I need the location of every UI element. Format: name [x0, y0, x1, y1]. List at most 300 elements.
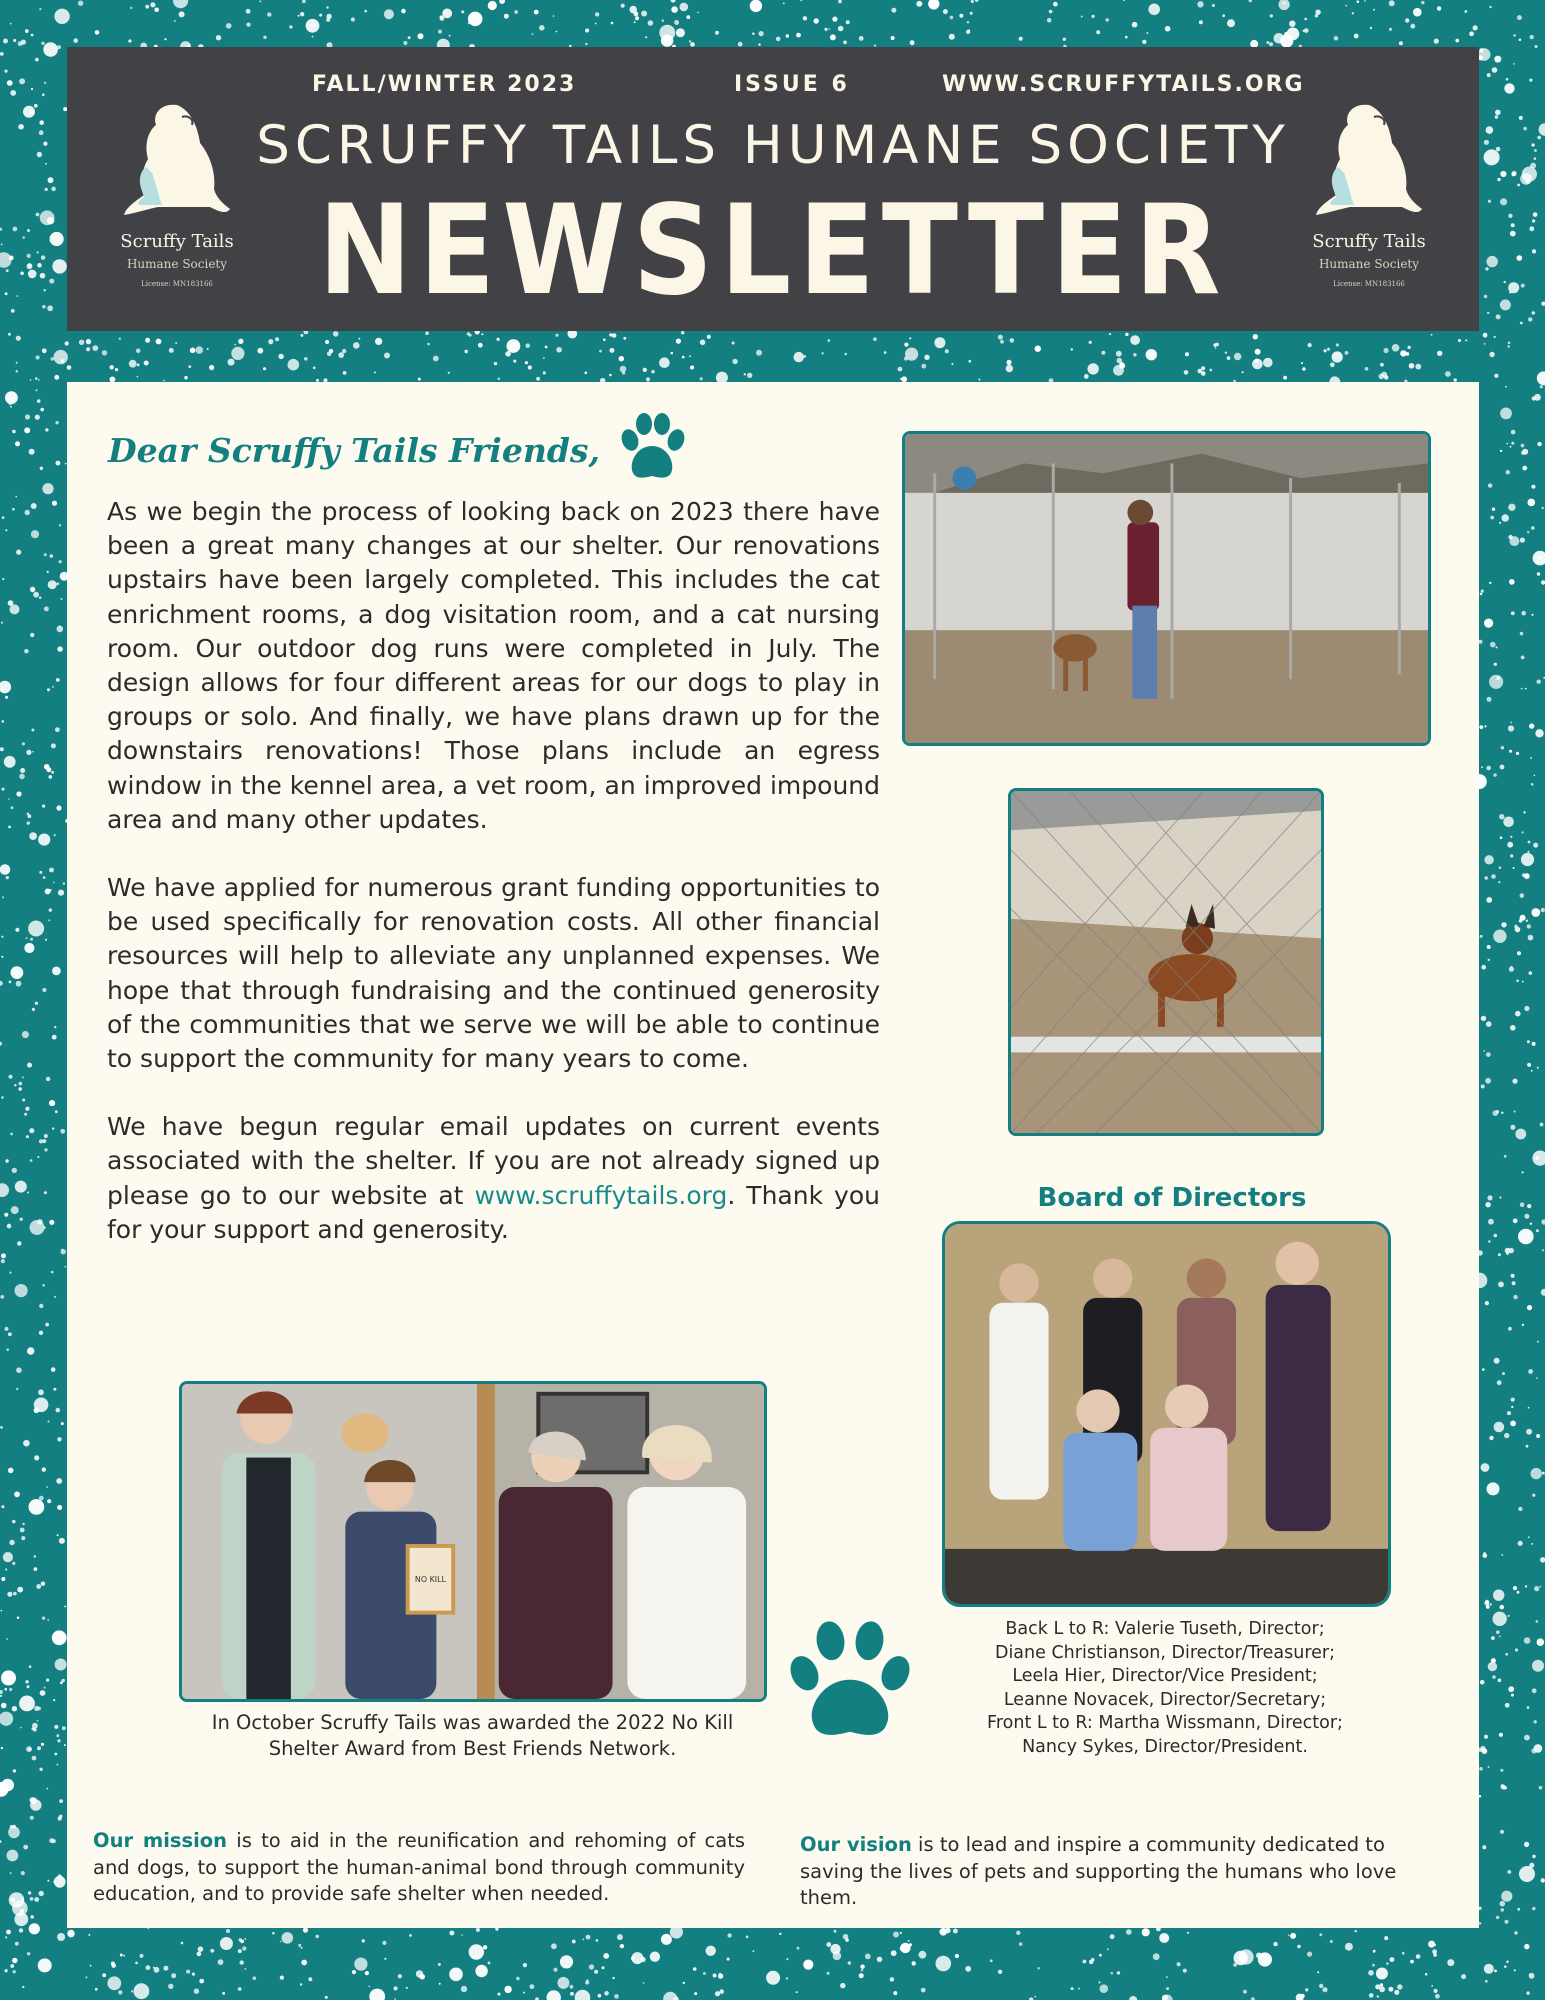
- board-of-directors-title: Board of Directors: [1037, 1183, 1307, 1213]
- snow-speck: [646, 377, 650, 381]
- snow-speck: [48, 580, 57, 589]
- snow-speck: [1297, 1945, 1301, 1949]
- snow-speck: [196, 346, 204, 354]
- snow-speck: [326, 14, 331, 19]
- snow-speck: [44, 606, 49, 611]
- snow-speck: [1148, 4, 1160, 16]
- snow-speck: [1513, 34, 1516, 37]
- snow-speck: [1528, 841, 1531, 844]
- snow-speck: [1508, 1615, 1510, 1617]
- snow-speck: [1527, 531, 1529, 533]
- snow-speck: [37, 251, 39, 253]
- snow-speck: [303, 1928, 308, 1933]
- snow-speck: [49, 868, 54, 873]
- snow-speck: [24, 943, 34, 953]
- snow-speck: [909, 337, 911, 339]
- snow-speck: [368, 1986, 370, 1988]
- snow-speck: [643, 1982, 645, 1984]
- snow-speck: [1535, 1156, 1539, 1160]
- snow-speck: [88, 1934, 90, 1936]
- snow-speck: [671, 352, 674, 355]
- snow-speck: [1488, 483, 1492, 487]
- snow-speck: [641, 11, 647, 17]
- snow-speck: [2, 720, 4, 722]
- snow-speck: [1409, 363, 1415, 369]
- snow-speck: [1513, 1295, 1517, 1299]
- snow-speck: [52, 501, 57, 506]
- snow-speck: [1528, 1369, 1533, 1374]
- snow-speck: [16, 370, 18, 372]
- snow-speck: [439, 1983, 441, 1985]
- snow-speck: [674, 20, 679, 25]
- snow-speck: [1484, 140, 1489, 145]
- snow-speck: [54, 834, 56, 836]
- snow-speck: [171, 1973, 176, 1978]
- snow-speck: [154, 8, 159, 13]
- snow-speck: [758, 43, 760, 45]
- logo-name: Scruffy Tails: [1312, 231, 1426, 252]
- organization-name: SCRUFFY TAILS HUMANE SOCIETY: [256, 115, 1290, 176]
- snow-speck: [865, 1954, 871, 1960]
- snow-speck: [1511, 172, 1515, 176]
- snow-speck: [1234, 1951, 1248, 1965]
- snow-speck: [0, 1610, 2, 1612]
- mission-statement: [93, 1828, 745, 1908]
- snow-speck: [29, 1665, 32, 1668]
- snow-speck: [1510, 722, 1512, 724]
- snow-speck: [1508, 282, 1519, 293]
- snow-speck: [47, 1880, 49, 1882]
- snow-speck: [19, 1696, 35, 1712]
- snow-speck: [1507, 1411, 1511, 1415]
- snow-speck: [848, 1961, 851, 1964]
- snow-speck: [1517, 951, 1521, 955]
- snow-speck: [1498, 881, 1500, 883]
- snow-speck: [834, 1930, 837, 1933]
- snow-speck: [79, 340, 84, 345]
- snow-speck: [5, 292, 8, 295]
- snow-speck: [438, 1963, 441, 1966]
- snow-speck: [676, 28, 685, 37]
- snow-speck: [1506, 443, 1508, 445]
- snow-speck: [27, 1685, 30, 1688]
- snow-speck: [943, 9, 948, 14]
- snow-speck: [174, 20, 176, 22]
- website-link[interactable]: WWW.SCRUFFYTAILS.ORG: [942, 72, 1305, 97]
- snow-speck: [44, 553, 47, 556]
- snow-speck: [10, 1825, 14, 1829]
- snow-speck: [21, 40, 26, 45]
- snow-speck: [35, 377, 37, 379]
- snow-speck: [1540, 1123, 1544, 1127]
- board-caption-line: Leela Hier, Director/Vice President;: [1012, 1666, 1318, 1686]
- snow-speck: [319, 14, 322, 17]
- snow-speck: [13, 1970, 16, 1973]
- snow-speck: [1352, 12, 1354, 14]
- snow-speck: [186, 1970, 190, 1974]
- snow-speck: [23, 1440, 30, 1447]
- snow-speck: [34, 104, 38, 108]
- snow-speck: [304, 357, 308, 361]
- snow-speck: [418, 378, 421, 381]
- snow-speck: [1537, 1067, 1539, 1069]
- snow-speck: [9, 402, 12, 405]
- snow-speck: [1517, 15, 1522, 20]
- snow-speck: [1253, 334, 1258, 339]
- snow-speck: [1355, 1930, 1357, 1932]
- snow-speck: [39, 1768, 42, 1771]
- snow-speck: [1107, 1948, 1109, 1950]
- snow-speck: [1222, 14, 1225, 17]
- snow-speck: [30, 1220, 45, 1235]
- snow-speck: [253, 1976, 257, 1980]
- snow-speck: [48, 177, 54, 183]
- snow-speck: [1522, 466, 1527, 471]
- snow-speck: [27, 1952, 30, 1955]
- snow-speck: [752, 33, 754, 35]
- snow-speck: [1494, 1422, 1505, 1433]
- snow-speck: [1529, 971, 1532, 974]
- snow-speck: [442, 9, 452, 19]
- snow-speck: [1053, 2, 1058, 7]
- snow-speck: [707, 335, 711, 339]
- snow-speck: [648, 20, 654, 26]
- snow-speck: [163, 1966, 168, 1971]
- snow-speck: [1524, 1842, 1529, 1847]
- snow-speck: [27, 821, 30, 824]
- snow-speck: [1019, 37, 1023, 41]
- snow-speck: [47, 305, 53, 311]
- snow-speck: [1111, 1972, 1113, 1974]
- snow-speck: [111, 1963, 116, 1968]
- snow-speck: [37, 1707, 41, 1711]
- snow-speck: [11, 1206, 19, 1214]
- snow-speck: [1508, 214, 1512, 218]
- snow-speck: [15, 928, 19, 932]
- snow-speck: [715, 31, 719, 35]
- snow-speck: [57, 1739, 60, 1742]
- snow-speck: [1334, 36, 1339, 41]
- snow-speck: [65, 341, 69, 345]
- snow-speck: [1491, 1636, 1495, 1640]
- snow-speck: [1255, 349, 1261, 355]
- snow-speck: [1511, 1694, 1514, 1697]
- snow-speck: [1521, 853, 1534, 866]
- snow-speck: [12, 1520, 15, 1523]
- snow-speck: [1117, 358, 1123, 364]
- snow-speck: [1481, 1016, 1486, 1021]
- snow-speck: [543, 357, 545, 359]
- snow-speck: [6, 1850, 18, 1862]
- snow-speck: [1486, 897, 1492, 903]
- snow-speck: [1499, 1636, 1501, 1638]
- snow-speck: [1537, 1341, 1539, 1343]
- snow-speck: [51, 187, 56, 192]
- snow-speck: [1510, 966, 1512, 968]
- snow-speck: [1063, 38, 1066, 41]
- snow-speck: [651, 370, 654, 373]
- snow-speck: [1500, 836, 1503, 839]
- snow-speck: [175, 342, 177, 344]
- letter-body: [107, 495, 880, 1281]
- snow-speck: [25, 414, 30, 419]
- snow-speck: [2, 516, 5, 519]
- snow-speck: [978, 378, 980, 380]
- snow-speck: [102, 1973, 106, 1977]
- snow-speck: [43, 1227, 45, 1229]
- snow-speck: [64, 1606, 66, 1608]
- snow-speck: [1505, 1703, 1510, 1708]
- snow-speck: [719, 1973, 721, 1975]
- snow-speck: [1496, 1630, 1500, 1634]
- snow-speck: [1510, 1025, 1516, 1031]
- snow-speck: [0, 1426, 3, 1429]
- snow-speck: [1532, 1907, 1535, 1910]
- snow-speck: [86, 347, 90, 351]
- snow-speck: [1494, 1970, 1497, 1973]
- snow-speck: [598, 1994, 602, 1998]
- snow-speck: [37, 263, 42, 268]
- snow-speck: [12, 1958, 17, 1963]
- snow-speck: [1481, 1463, 1490, 1472]
- snow-speck: [465, 350, 468, 353]
- snow-speck: [1531, 485, 1535, 489]
- snow-speck: [461, 10, 464, 13]
- snow-speck: [364, 10, 367, 13]
- snow-speck: [800, 0, 802, 1]
- snow-speck: [45, 163, 47, 165]
- snow-speck: [898, 367, 903, 372]
- snow-speck: [57, 1437, 61, 1441]
- snow-speck: [1201, 371, 1206, 376]
- snow-speck: [54, 1725, 58, 1729]
- website-inline-link[interactable]: www.scruffytails.org: [474, 1180, 728, 1210]
- dog-cat-logo-icon: [122, 97, 232, 227]
- snow-speck: [1501, 514, 1509, 522]
- snow-speck: [523, 1963, 527, 1967]
- snow-speck: [1397, 1984, 1402, 1989]
- snow-speck: [1539, 1786, 1543, 1790]
- snow-speck: [602, 1966, 605, 1969]
- snow-speck: [900, 378, 902, 380]
- snow-speck: [34, 1567, 38, 1571]
- snow-speck: [840, 1983, 845, 1988]
- snow-speck: [1165, 26, 1171, 32]
- snow-speck: [1389, 0, 1395, 6]
- snow-speck: [494, 362, 497, 365]
- snow-speck: [238, 1949, 242, 1953]
- snow-speck: [1225, 352, 1227, 354]
- snow-speck: [859, 36, 864, 41]
- mission-text: is to aid in the reunification and rehoming of cats and dogs, to support the human-animal bond through community education, and to provide safe shelter when needed.: [93, 1829, 746, 1905]
- snow-speck: [29, 1748, 32, 1751]
- snow-speck: [1528, 499, 1536, 507]
- snow-speck: [1484, 1735, 1488, 1739]
- snow-speck: [1373, 9, 1375, 11]
- snow-speck: [1511, 611, 1515, 615]
- snow-speck: [1485, 876, 1488, 879]
- snow-speck: [1486, 766, 1491, 771]
- snow-speck: [51, 357, 54, 360]
- snow-speck: [1301, 1994, 1305, 1998]
- snow-speck: [57, 1534, 59, 1536]
- board-caption: [940, 1618, 1390, 1759]
- snow-speck: [1049, 10, 1053, 14]
- snow-speck: [0, 864, 10, 875]
- snow-speck: [1369, 1993, 1374, 1998]
- snow-speck: [1242, 371, 1244, 373]
- snow-speck: [449, 1968, 463, 1982]
- snow-speck: [1529, 723, 1534, 728]
- snow-speck: [18, 124, 24, 130]
- snow-speck: [1487, 256, 1498, 267]
- snow-speck: [1263, 358, 1273, 368]
- snow-speck: [1488, 1240, 1490, 1242]
- snow-speck: [461, 1986, 467, 1992]
- snow-speck: [1505, 386, 1507, 388]
- snow-speck: [1500, 765, 1505, 770]
- snow-speck: [498, 1993, 501, 1996]
- snow-speck: [34, 1455, 39, 1460]
- letter-paragraph-2: We have applied for numerous grant funding opportunities to be used specifically for renovation costs. All other financial resources will help to alleviate any unplanned expenses. We hope that through fundraising and the continued generosity of the communities that we serve we will be able to continue to support the community for many years to come.: [107, 873, 880, 1074]
- snow-speck: [1534, 149, 1537, 152]
- snow-speck: [1501, 1891, 1512, 1902]
- snow-speck: [990, 1959, 993, 1962]
- snow-speck: [1527, 1063, 1531, 1067]
- snow-speck: [52, 686, 54, 688]
- snow-speck: [8, 826, 11, 829]
- snow-speck: [16, 295, 18, 297]
- snow-speck: [832, 17, 837, 22]
- snow-speck: [585, 372, 588, 375]
- snow-speck: [1487, 73, 1491, 77]
- snow-speck: [56, 1764, 58, 1766]
- letter-paragraph-3-end: . Thank you for your support and generosity.: [107, 1180, 880, 1244]
- snow-speck: [1490, 642, 1496, 648]
- snow-speck: [1522, 981, 1524, 983]
- snow-speck: [56, 678, 60, 682]
- snow-speck: [1106, 18, 1109, 21]
- snow-speck: [1513, 63, 1515, 65]
- snow-speck: [11, 806, 14, 809]
- snow-speck: [25, 1680, 28, 1683]
- snow-speck: [28, 1891, 31, 1894]
- snow-speck: [28, 921, 44, 937]
- snow-speck: [786, 1958, 788, 1960]
- snow-speck: [8, 1826, 20, 1838]
- snow-speck: [1390, 1957, 1395, 1962]
- snow-speck: [1129, 1996, 1137, 2000]
- snow-speck: [54, 1296, 56, 1298]
- snow-speck: [1099, 1954, 1102, 1957]
- snow-speck: [481, 333, 483, 335]
- snow-speck: [156, 339, 162, 345]
- snow-speck: [1100, 1984, 1109, 1993]
- snow-speck: [1373, 1950, 1376, 1953]
- logo-license: License: MN183166: [1333, 280, 1405, 288]
- snow-speck: [1130, 335, 1140, 345]
- snow-speck: [1518, 1541, 1523, 1546]
- snow-speck: [1, 1253, 6, 1258]
- issue-season: FALL/WINTER 2023: [312, 72, 577, 97]
- snow-speck: [326, 6, 328, 8]
- snow-speck: [21, 1536, 25, 1540]
- snow-speck: [861, 1969, 863, 1971]
- snow-speck: [893, 1991, 897, 1995]
- snow-speck: [1000, 340, 1004, 344]
- snow-speck: [1488, 1662, 1497, 1671]
- snow-speck: [661, 1934, 672, 1945]
- snow-speck: [1501, 1554, 1503, 1556]
- snow-speck: [1522, 831, 1524, 833]
- snow-speck: [1123, 0, 1125, 1]
- snow-speck: [14, 1491, 20, 1497]
- snow-speck: [52, 1127, 54, 1129]
- snow-speck: [488, 1, 497, 10]
- snow-speck: [16, 362, 18, 364]
- snow-speck: [15, 1181, 27, 1193]
- snow-speck: [22, 1077, 24, 1079]
- snow-speck: [928, 0, 939, 9]
- snow-speck: [536, 377, 540, 381]
- snow-speck: [54, 375, 59, 380]
- snow-speck: [1498, 1282, 1504, 1288]
- snow-speck: [5, 1936, 7, 1938]
- snow-speck: [1511, 430, 1516, 435]
- snow-speck: [5, 529, 7, 531]
- paw-print-icon: [785, 1618, 915, 1748]
- snow-speck: [244, 1938, 246, 1940]
- snow-speck: [44, 1687, 46, 1689]
- snow-speck: [8, 600, 14, 606]
- snow-speck: [240, 1960, 244, 1964]
- snow-speck: [5, 1969, 8, 1972]
- snow-speck: [10, 1964, 14, 1968]
- snow-speck: [1177, 1962, 1181, 1966]
- snow-speck: [228, 359, 235, 366]
- snow-speck: [42, 305, 45, 308]
- snow-speck: [45, 188, 48, 191]
- snow-speck: [1289, 21, 1295, 27]
- snow-speck: [900, 1932, 902, 1934]
- snow-speck: [102, 350, 107, 355]
- snow-speck: [27, 813, 30, 816]
- snow-speck: [830, 34, 836, 40]
- snow-speck: [20, 1727, 22, 1729]
- snow-speck: [1345, 1943, 1353, 1951]
- board-caption-line: Leanne Novacek, Director/Secretary;: [1003, 1689, 1327, 1710]
- snow-speck: [1500, 1830, 1504, 1834]
- logo-subtitle: Humane Society: [126, 257, 228, 271]
- snow-speck: [1500, 299, 1511, 310]
- snow-speck: [110, 365, 114, 369]
- snow-speck: [17, 1587, 23, 1593]
- snow-speck: [409, 1934, 412, 1937]
- snow-speck: [280, 1976, 284, 1980]
- snow-speck: [756, 350, 762, 356]
- snow-speck: [52, 1035, 57, 1040]
- snow-speck: [42, 805, 45, 808]
- snow-speck: [1283, 376, 1287, 380]
- snow-speck: [16, 791, 21, 796]
- snow-speck: [744, 373, 746, 375]
- snow-speck: [1216, 343, 1220, 347]
- snow-speck: [1505, 1653, 1508, 1656]
- snow-speck: [267, 12, 271, 16]
- snow-speck: [609, 374, 612, 377]
- snow-speck: [51, 771, 54, 774]
- snow-speck: [210, 1949, 214, 1953]
